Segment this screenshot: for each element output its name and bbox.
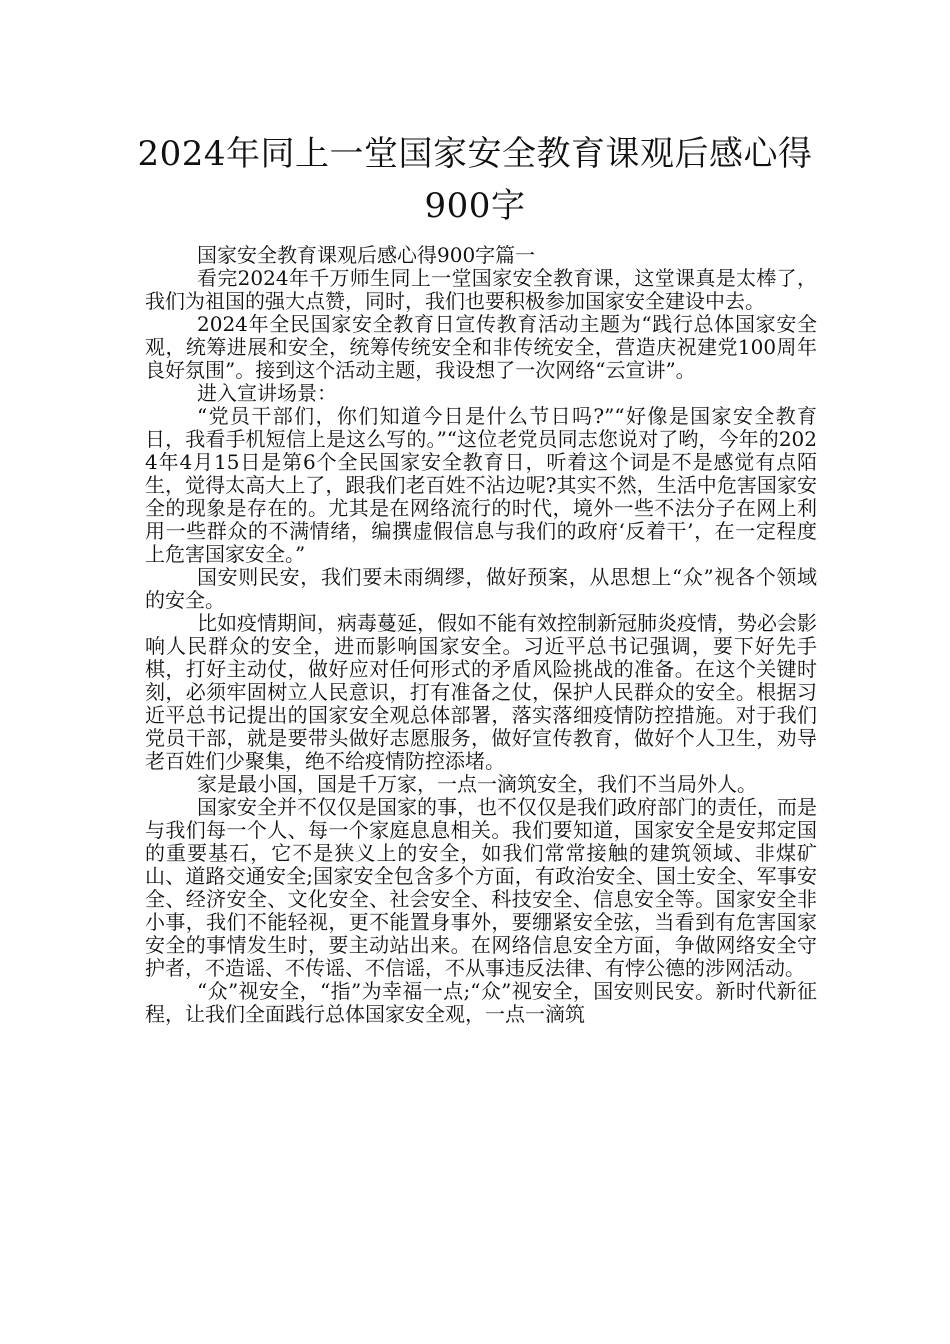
paragraph: 家是最小国，国是千万家，一点一滴筑安全，我们不当局外人。 [197, 772, 757, 796]
paragraph: 2024年全民国家安全教育日宣传教育活动主题为“践行总体国家安全观，统筹进展和安全，统筹传统安全和非传统安全，营造庆祝建党100周年良好氛围”。接到这个活动主题，我设想了一次网络“云宣讲”。 [145, 312, 817, 382]
paragraph: 看完2024年千万师生同上一堂国家安全教育课，这堂课真是太棒了，我们为祖国的强大点赞，同时，我们也要积极参加国家安全建设中去。 [145, 266, 817, 313]
section-heading: 国家安全教育课观后感心得900字篇一 [197, 243, 536, 267]
document-body [145, 244, 817, 1026]
paragraph: 进入宣讲场景： [197, 381, 337, 405]
paragraph: “众”视安全，“指”为幸福一点;“众”视安全，国安则民安。新时代新征程，让我们全面践行总体国家安全观，一点一滴筑 [145, 979, 817, 1026]
paragraph: 国家安全并不仅仅是国家的事，也不仅仅是我们政府部门的责任，而是与我们每一个人、每一个家庭息息相关。我们要知道，国家安全是安邦定国的重要基石，它不是狭义上的安全，如我们常常接触的建筑领域、非煤矿山、道路交通安全;国家安全包含多个方面，有政治安全、国土安全、军事安全、经济安全、文化安全、社会安全、科技安全、信息安全等。国家安全非小事，我们不能轻视，更不能置身事外，要绷紧安全弦，当看到有危害国家安全的事情发生时，要主动站出来。在网络信息安全方面，争做网络安全守护者，不造谣、不传谣、不信谣，不从事违反法律、有悖公德的涉网活动。 [145, 795, 817, 980]
paragraph: 比如疫情期间，病毒蔓延，假如不能有效控制新冠肺炎疫情，势必会影响人民群众的安全，进而影响国家安全。习近平总书记强调，要下好先手棋，打好主动仗，做好应对任何形式的矛盾风险挑战的准备。在这个关键时刻，必须牢固树立人民意识，打有准备之仗，保护人民群众的安全。根据习近平总书记提出的国家安全观总体部署，落实落细疫情防控措施。对于我们党员干部，就是要带头做好志愿服务，做好宣传教育，做好个人卫生，劝导老百姓们少聚集，绝不给疫情防控添堵。 [145, 611, 817, 773]
document-title: 2024年同上一堂国家安全教育课观后感心得900字 [137, 134, 813, 226]
paragraph: “党员干部们，你们知道今日是什么节日吗?”“好像是国家安全教育日，我看手机短信上是这么写的。”“这位老党员同志您说对了哟，今年的2024年4月15日是第6个全民国家安全教育日，听着这个词是不是感觉有点陌生，觉得太高大上了，跟我们老百姓不沾边呢?其实不然，生活中危害国家安全的现象是存在的。尤其是在网络流行的时代，境外一些不法分子在网上利用一些群众的不满情绪，编撰虚假信息与我们的政府‘反着干’，在一定程度上危害国家安全。” [145, 404, 817, 566]
paragraph: 国安则民安，我们要未雨绸缪，做好预案，从思想上“众”视各个领域的安全。 [145, 565, 817, 612]
